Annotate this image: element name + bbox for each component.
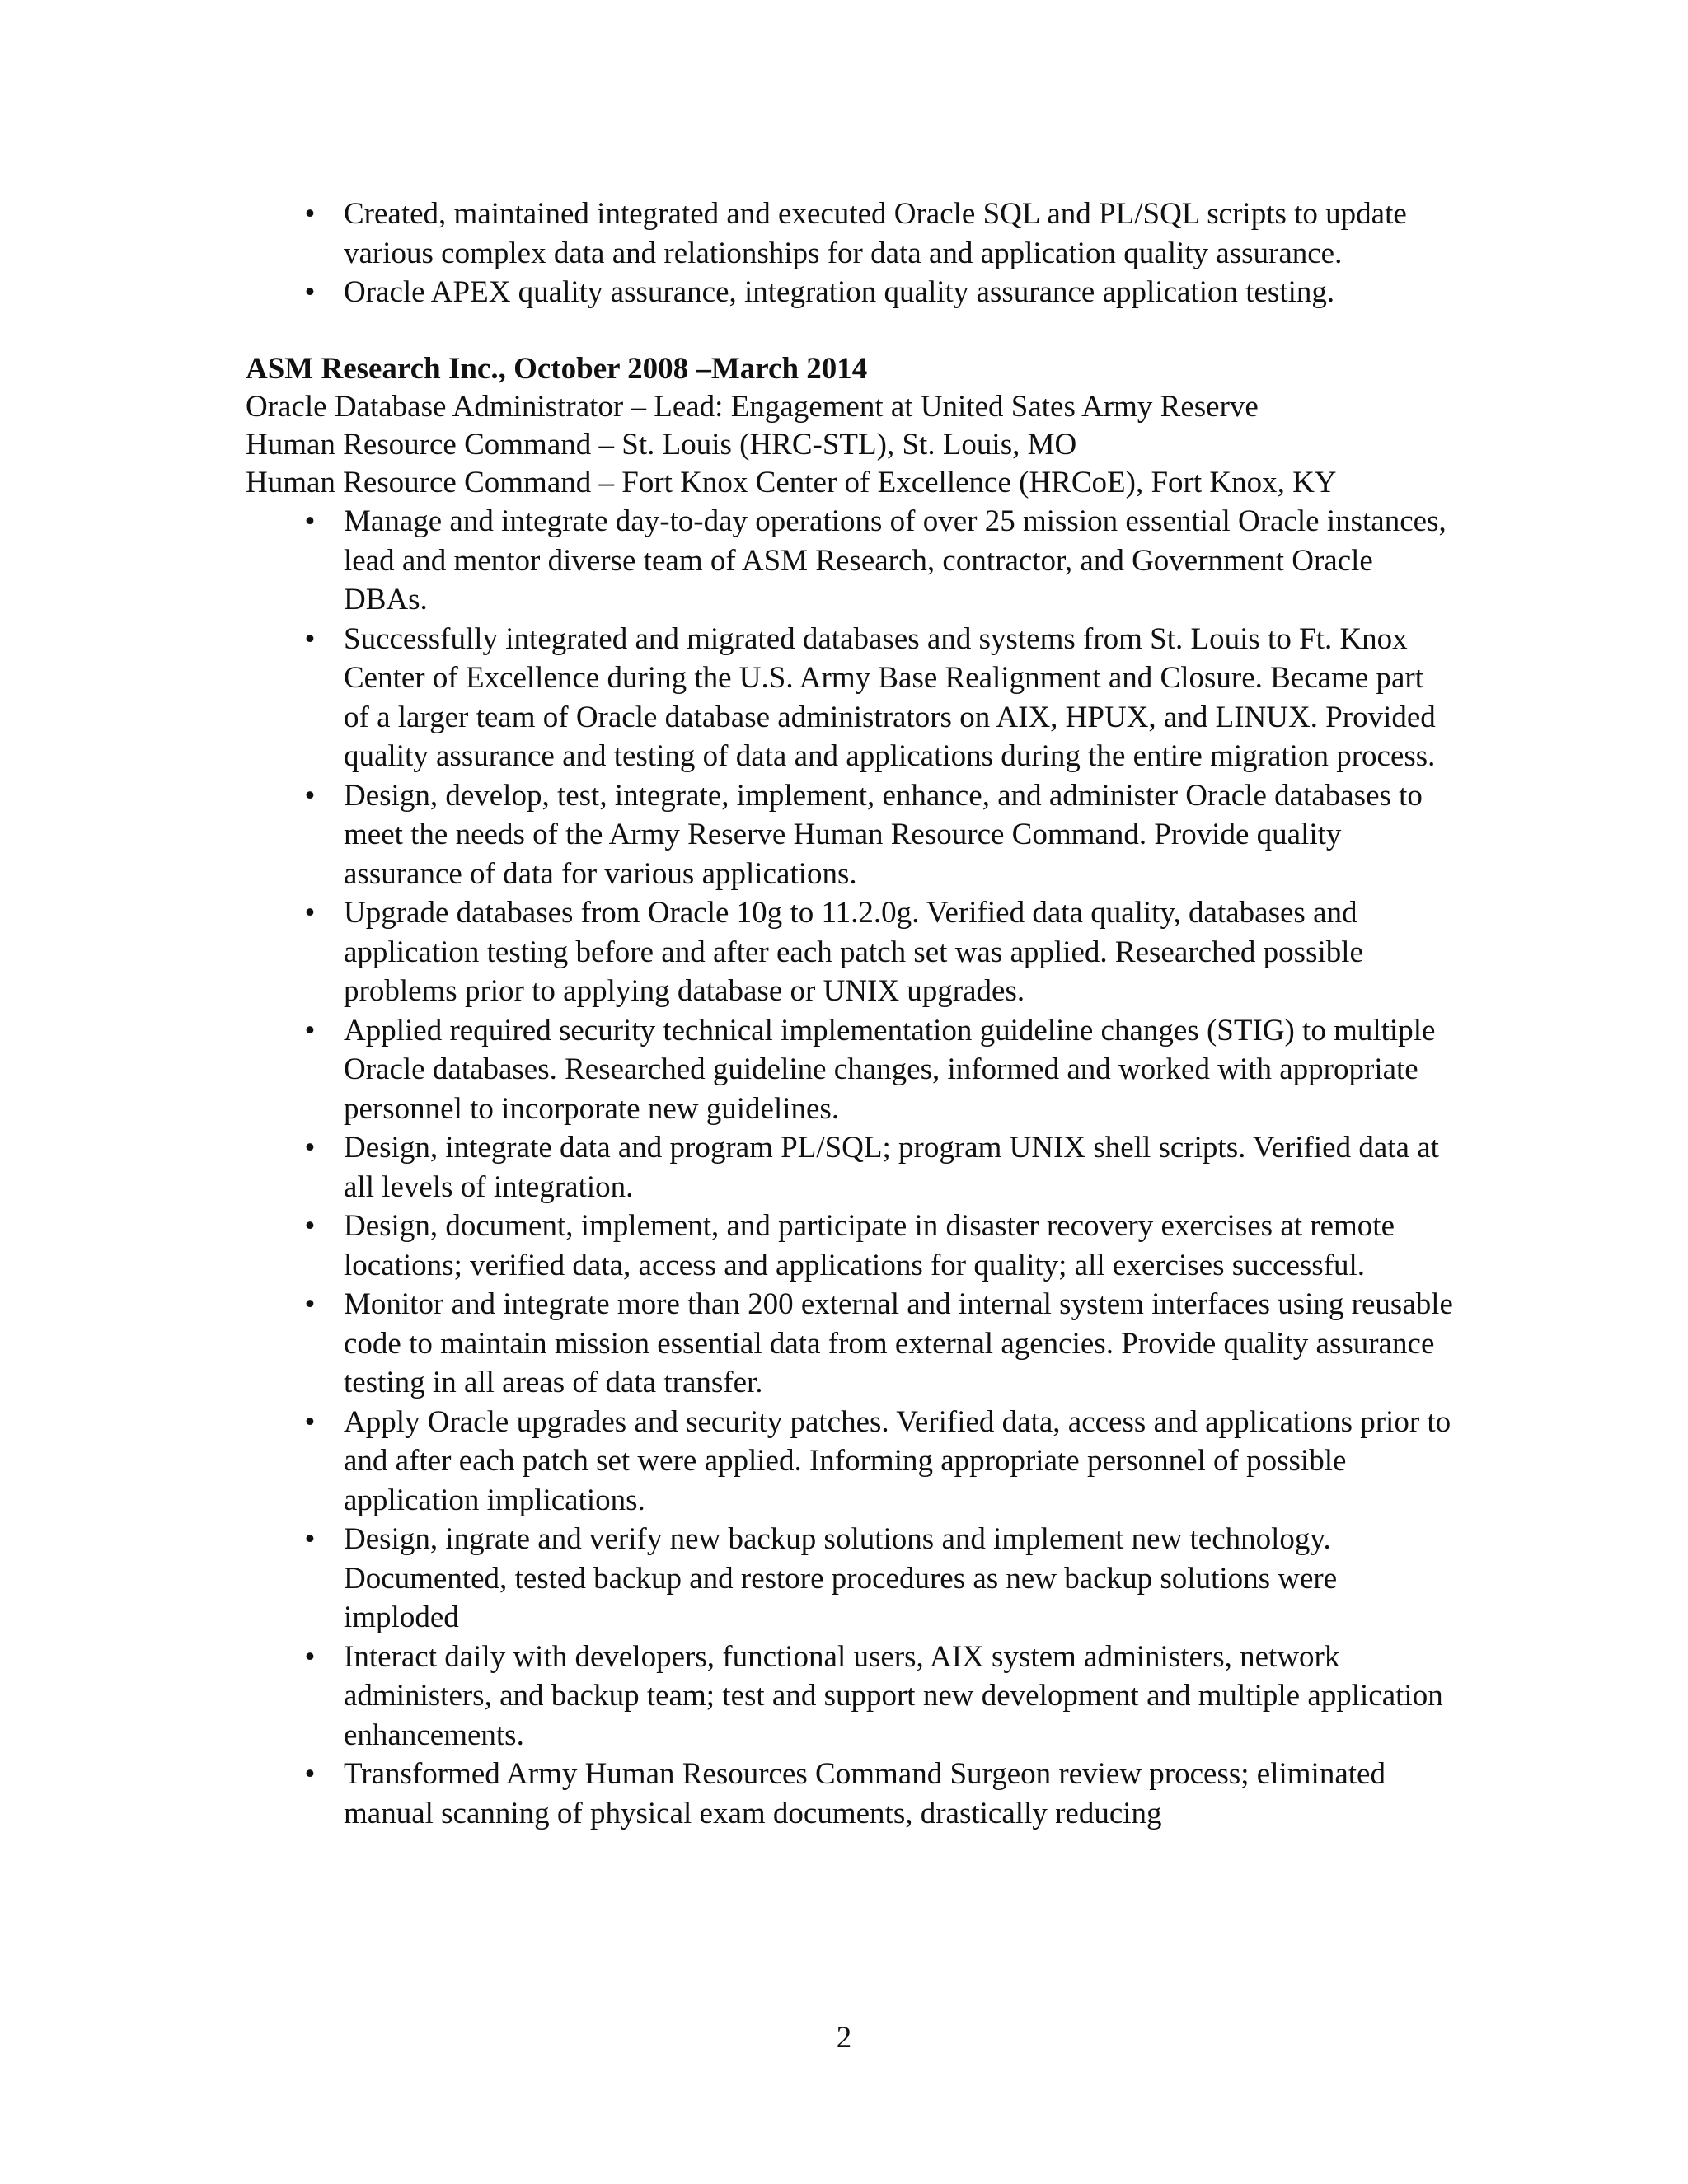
- list-item-text: Manage and integrate day-to-day operations of over 25 mission essential Oracle instances, lead and mentor diverse team of ASM Research, contractor, and Government Oracle DBAs.: [344, 504, 1447, 616]
- list-item-text: Interact daily with developers, functional users, AIX system administers, network administers, and backup team; test and support new development and multiple application enhancements.: [344, 1639, 1443, 1752]
- bullet-icon: •: [304, 1522, 316, 1556]
- list-item-text: Transformed Army Human Resources Command Surgeon review process; eliminated manual scanning of physical exam documents, drastically reducing: [344, 1757, 1386, 1830]
- list-item: [246, 776, 1449, 894]
- list-item: [246, 620, 1449, 776]
- list-item: [246, 1638, 1449, 1755]
- list-item-text: Upgrade databases from Oracle 10g to 11.2.0g. Verified data quality, databases and application testing before and after each patch set was applied. Researched possible problems prior to applying database or UNIX upgrades.: [344, 896, 1363, 1008]
- list-item: [246, 893, 1449, 1011]
- list-item-text: Design, ingrate and verify new backup solutions and implement new technology. Documented, tested backup and restore procedures as new backup solutions were imploded: [344, 1522, 1338, 1634]
- list-item-text: Apply Oracle upgrades and security patches. Verified data, access and applications prior to and after each patch set were applied. Informing appropriate personnel of possible application implications.: [344, 1404, 1451, 1517]
- list-item: [246, 1520, 1449, 1638]
- list-item-text: Design, develop, test, integrate, implement, enhance, and administer Oracle databases to meet the needs of the Army Reserve Human Resource Command. Provide quality assurance of data for various applications.: [344, 778, 1423, 891]
- job-location-line: Human Resource Command – Fort Knox Center of Excellence (HRCoE), Fort Knox, KY: [246, 466, 1337, 499]
- list-item-text: Design, integrate data and program PL/SQL; program UNIX shell scripts. Verified data at all levels of integration.: [344, 1131, 1439, 1204]
- job-section: [246, 349, 1453, 1834]
- list-item-text: Oracle APEX quality assurance, integration quality assurance application testing.: [344, 275, 1335, 309]
- top-bullet-list: [246, 194, 1449, 312]
- list-item-text: Created, maintained integrated and executed Oracle SQL and PL/SQL scripts to update various complex data and relationships for data and application quality assurance.: [344, 197, 1407, 270]
- page-content: [246, 194, 1453, 1833]
- list-item: [246, 502, 1449, 620]
- job-bullet-list: [246, 502, 1453, 1833]
- list-item-text: Successfully integrated and migrated databases and systems from St. Louis to Ft. Knox Center of Excellence during the U.S. Army Base Realignment and Closure. Became part of a larger team of Oracle database administrators on AIX, HPUX, and LINUX. Provided quality assurance and testing of data and applications during the entire migration process.: [344, 621, 1436, 773]
- list-item: [246, 1285, 1453, 1403]
- page-number: 2: [836, 2021, 852, 2055]
- bullet-icon: •: [304, 504, 316, 538]
- list-item: [246, 1011, 1449, 1129]
- bullet-icon: •: [304, 275, 316, 309]
- list-item: [246, 1207, 1449, 1285]
- job-location-line: Human Resource Command – St. Louis (HRC-STL), St. Louis, MO: [246, 428, 1077, 462]
- bullet-icon: •: [304, 778, 316, 813]
- bullet-icon: •: [304, 197, 316, 231]
- bullet-icon: •: [304, 1404, 316, 1439]
- job-title-line: Oracle Database Administrator – Lead: Engagement at United Sates Army Reserve: [246, 390, 1259, 424]
- list-item-text: Applied required security technical implementation guideline changes (STIG) to multiple Oracle databases. Researched guideline changes, informed and worked with appropriate personnel to incorporate new guidelines.: [344, 1013, 1436, 1126]
- list-item: [246, 1755, 1449, 1833]
- bullet-icon: •: [304, 896, 316, 930]
- job-heading: ASM Research Inc., October 2008 –March 2014: [246, 351, 868, 386]
- bullet-icon: •: [304, 1013, 316, 1047]
- list-item-text: Monitor and integrate more than 200 external and internal system interfaces using reusable code to maintain mission essential data from external agencies. Provide quality assurance testing in all areas of data transfer.: [344, 1287, 1453, 1399]
- list-item: [246, 194, 1449, 273]
- bullet-icon: •: [304, 1287, 316, 1321]
- list-item: [246, 1403, 1449, 1521]
- bullet-icon: •: [304, 1131, 316, 1165]
- bullet-icon: •: [304, 1757, 316, 1791]
- bullet-icon: •: [304, 1639, 316, 1674]
- bullet-icon: •: [304, 621, 316, 656]
- list-item: [246, 273, 1449, 312]
- bullet-icon: •: [304, 1209, 316, 1243]
- list-item-text: Design, document, implement, and participate in disaster recovery exercises at remote locations; verified data, access and applications for quality; all exercises successful.: [344, 1209, 1395, 1282]
- list-item: [246, 1128, 1449, 1207]
